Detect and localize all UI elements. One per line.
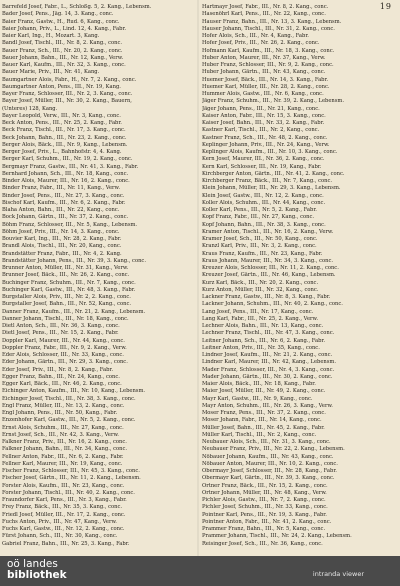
directory-entry: Kraus Franz, Kaufm., III., Nr. 23, Kang., Fabr.: [202, 250, 323, 257]
directory-entry: Huber Anton, Maurer, III., Nr. 37, Kang., Verw.: [202, 54, 326, 61]
directory-entry: Ernst Josef, Sch., III., Nr. 42, 3. Kang., Verw.: [2, 431, 119, 438]
directory-entry: Pointner Karl, Pens., III., Nr. 19, 3. Kang., Fabr.: [202, 511, 327, 518]
directory-entry: Bergmayr Franz, Gastw., III., Nr. 41, 3. Kang., Fabr.: [2, 163, 139, 170]
directory-entry: Lackner Johann, Schuhm., III., Nr. 40, 2. Kang., conc.: [202, 301, 343, 308]
directory-entry: Binder Alois, Maurer, III., Nr. 16, 2. Kang., conc.: [2, 178, 130, 184]
directory-entry: Beck Johann, Bahn., III., Nr. 23, 2. Kang., conc.: [2, 134, 127, 141]
directory-entry: Kurz Karl, Bäck., III., Nr. 20, 2. Kang., conc.: [202, 279, 319, 286]
directory-entry: Forster Alois, Kaufm., III., Nr. 23, Kang., conc.: [2, 482, 125, 489]
directory-entry: Reisinger Josef, Sch., III., Nr. 36, Kang., conc.: [202, 540, 323, 547]
directory-entry: Lang Karl, Fabr., III., Nr. 25, 2. Kang., Verw.: [202, 315, 318, 322]
directory-entry: Keplinger Alois, Kaufm., III., Nr. 10, 3. Kang., conc.: [202, 149, 338, 155]
directory-entry: Kraus Johann, Maurer, III., Nr. 34, 3. Kang., conc.: [202, 257, 334, 264]
directory-entry: (Unteres) 128, Kang.: [2, 105, 58, 112]
directory-entry: Falkner Johann, Bahn., III., Nr. 34, Kang., conc.: [2, 446, 128, 453]
directory-entry: Moser Johann, Fabr., III., Nr. 14, Kang., conc.: [202, 417, 322, 424]
directory-entry: Baumgartner Anton, Pens., III., Nr. 19, Kang.: [2, 83, 121, 90]
directory-entry: Pichler Alois, Gastw., III., Nr. 7, 2. Kang., conc.: [202, 497, 326, 503]
directory-entry: Engl Franz, Müller, III., Nr. 13, 2. Kang., conc.: [2, 402, 125, 409]
directory-entry: Berger Josef, Priv., L., Bahnhofstr. 4, 4. Kang.: [2, 149, 122, 155]
directory-entry: Binder Franz, Fabr., III., Nr. 11, Kang., Verw.: [2, 185, 120, 192]
directory-entry: Ortner Johann, Müller, III., Nr. 48, Kang., Verw.: [202, 489, 327, 496]
directory-entry: Kastner Franz, Sch., III., Nr. 48, 2. Kang., conc.: [202, 134, 328, 141]
directory-entry: Huemer Josef, Bäck., III., Nr. 14, 3. Kang., Fabr.: [202, 76, 329, 83]
directory-entry: Bayer Leopold, Verw., III., Nr. 3, Kang., conc.: [2, 112, 121, 119]
directory-entry: Obermayr Josef, Schlosser, III., Nr. 28, Kang., Fabr.: [202, 468, 337, 474]
directory-entry: Keplinger Johann, Priv., III., Nr. 24, Kang., Verw.: [202, 141, 330, 148]
directory-entry: Lechner Franz, Tischl., III., Nr. 47, 3. Kang., conc.: [202, 330, 335, 337]
directory-entry: Brandstätter Franz, Fabr., III., Nr. 4, 2. Kang.: [2, 250, 122, 257]
directory-entry: Leitner Johann, Sch., III., Nr. 6, 2. Kang., Fabr.: [202, 337, 325, 344]
directory-entry: Nöbauer Anton, Maurer, III., Nr. 10, 2. Kang., conc.: [202, 460, 338, 467]
directory-entry: Fuchs Karl, Gastw., III., Nr. 12, 2. Kang., conc.: [2, 526, 125, 532]
directory-entry: Bauer Franz, Sch., III., Nr. 20, 2. Kang., conc.: [2, 47, 123, 54]
directory-entry: Baier Karl, Ing., H., Mozart. 3, Kang.: [2, 33, 100, 39]
directory-entry: Ernst Alois, Schuhm., III., Nr. 27, Kang., conc.: [2, 424, 124, 431]
directory-entry: Prammer Franz, Bahn., III., Nr. 5, Kang., conc.: [202, 526, 326, 532]
directory-entry: Moser Franz, Pens., III., Nr. 37, 2. Kang., conc.: [202, 410, 326, 416]
directory-entry: Pichler Josef, Schuhm., III., Nr. 33, Kang., conc.: [202, 504, 328, 511]
directory-entry: Eder Alois, Schlosser, III., Nr. 33, Kang., conc.: [2, 352, 124, 358]
directory-entry: Bock Johann, Gärtn., III., Nr. 37, 2. Kang., conc.: [2, 214, 129, 221]
library-logo[interactable]: [7, 559, 67, 581]
directory-entry: Baumgartner Alois, Fabr., H., Nr. 7, 2. Kang., conc.: [2, 76, 137, 83]
directory-entry: Huemer Karl, Müller, III., Nr. 28, 2. Kang., conc.: [202, 83, 330, 90]
directory-entry: Dietl Anton, Sch., III., Nr. 36, 3. Kang., conc.: [2, 323, 120, 329]
directory-entry: Klein Johann, Müller, III., Nr. 29, 3. Kang., Lebensm.: [202, 185, 341, 192]
directory-entry: Buchinger Karl, Gastw., III., Nr. 48, 3. Kang., Fabr.: [2, 286, 136, 293]
directory-entry: Berger Karl, Schuhm., III., Nr. 19, 2. Kang., conc.: [2, 156, 133, 163]
directory-entry: Hofmann Karl, Kaufm., III., Nr. 18, 3. Kang., conc.: [202, 47, 335, 54]
directory-entry: Huber Franz, Schlosser, III., Nr. 9, 2. Kang., conc.: [202, 62, 334, 68]
directory-entry: Bischof Karl, Kaufm., III., Nr. 6, 2. Kang., Fabr.: [2, 199, 126, 206]
directory-entry: Danner Franz, Kaufm., III., Nr. 21, 2. Kang., Lebensm.: [2, 308, 146, 315]
directory-entry: Brunner Josef, Bäck., III., Nr. 26, 2. Kang., conc.: [2, 272, 130, 279]
directory-entry: Kaiser Josef, Bahn., III., Nr. 33, 2. Kang., Fabr.: [202, 120, 325, 126]
directory-entry: Barrefeld Josef, Fabr., L., Schloßg. 5, 2. Kang., Lebensm.: [2, 4, 152, 10]
directory-entry: Böhm Josef, Priv., III., Nr. 14, 3. Kang., conc.: [2, 228, 120, 235]
directory-entry: Eichinger Josef, Tischl., III., Nr. 38, 3. Kang., conc.: [2, 395, 136, 402]
page-number: 19: [379, 2, 392, 11]
directory-entry: Eder Josef, Priv., III., Nr. 8, 2. Kang., Fabr.: [2, 366, 113, 373]
directory-entry: Böhm Franz, Schlosser, III., Nr. 5, Kang., Lebensm.: [2, 221, 138, 228]
directory-entry: Binder Josef, Pens., III., Nr. 27, 3. Kang., conc.: [2, 192, 125, 199]
viewer-brand-label[interactable]: intranda viewer: [312, 570, 364, 578]
directory-entry: Kreuzer Josef, Gärtn., III., Nr. 46, Kang., Lebensm.: [202, 272, 336, 279]
directory-entry: Gabriel Franz, Bahn., III., Nr. 25, 3. Kang., Fabr.: [2, 540, 130, 547]
directory-entry: Jäger Johann, Pens., III., Nr. 21, Kang., conc.: [202, 105, 320, 112]
directory-entry: Hartmayr Josef, Fabr., III., Nr. 8, 2. Kang., conc.: [202, 4, 329, 10]
directory-entry: Berger Alois, Bäck., III., Nr. 9, Kang., Lebensm.: [2, 141, 128, 148]
directory-entry: Fellner Karl, Maurer, III., Nr. 19, Kang., conc.: [2, 460, 123, 467]
directory-entry: Lindner Josef, Kaufm., III., Nr. 21, 2. Kang., conc.: [202, 352, 333, 358]
directory-entry: Frey Franz, Bäck., III., Nr. 35, 3. Kang., conc.: [2, 504, 123, 511]
directory-entry: Bayer Josef, Müller, III., Nr. 30, 2. Kang., Bauern,: [2, 98, 132, 105]
directory-entry: Klein Josef, Gastw., III., Nr. 12, 2. Kang., conc.: [202, 192, 324, 199]
directory-entry: Mader Franz, Schlosser, III., Nr. 4, 3. Kang., conc.: [202, 366, 335, 373]
directory-entry: Mayr Karl, Gastw., III., Nr. 9, Kang., conc.: [202, 395, 313, 402]
directory-entry: Hofer Josef, Priv., III., Nr. 26, 2. Kang., conc.: [202, 40, 320, 47]
directory-entry: Huber Johann, Gärtn., III., Nr. 43, Kang., conc.: [202, 69, 326, 76]
directory-entry: Blaha Anton, Bahn., III., Nr. 22, Kang., conc.: [2, 207, 120, 213]
directory-entry: Hofer Alois, Sch., III., Nr. 4, Kang., Fabr.: [202, 33, 309, 39]
directory-entry: Hasenöhrl Karl, Pens., III., Nr. 22, Kang., conc.: [202, 11, 326, 18]
directory-entry: Friedl Josef, Müller, III., Nr. 17, 2. Kang., conc.: [2, 511, 126, 518]
directory-entry: Müller Karl, Tischl., III., Nr. 2, Kang., conc.: [202, 431, 317, 438]
directory-entry: Hummer Alois, Gastw., III., Nr. 6, Kang., conc.: [202, 91, 324, 97]
directory-entry: Bouvier Karl, Ing., III., Nr. 28, 2. Kang., Fabr.: [2, 236, 122, 242]
directory-entry: Kranzl Karl, Priv., III., Nr. 3, 2. Kang., conc.: [202, 243, 317, 250]
directory-entry: Beck Franz, Tischl., III., Nr. 17, 3. Kang., conc.: [2, 127, 126, 134]
directory-entry: Kopf Franz, Fabr., III., Nr. 27, Kang., conc.: [202, 214, 315, 221]
directory-entry: Neubauer Alois, Sch., III., Nr. 31, 3. Kang., conc.: [202, 439, 331, 445]
directory-entry: Koller Alois, Schuhm., III., Nr. 44, Kang., conc.: [202, 199, 326, 206]
directory-entry: Kern Karl, Schlosser, III., Nr. 19, Kang., Fabr.: [202, 163, 322, 170]
directory-entry: Brunner Anton, Müller, III., Nr. 31, Kang., Verw.: [2, 265, 129, 271]
logo-line-1: oö landes: [7, 558, 58, 570]
directory-entry: Bauer Johann, Bahn., III., Nr. 12, Kang., Verw.: [2, 54, 124, 61]
directory-entry: Maier Alois, Bäck., III., Nr. 18, Kang., Fabr.: [202, 381, 316, 387]
directory-entry: Hauser Franz, Bahn., III., Nr. 13, 3. Kang., Lebensm.: [202, 18, 342, 25]
directory-entry: Mayr Anton, Schuhm., III., Nr. 26, 3. Kang., Verw.: [202, 402, 333, 409]
directory-entry: Lang Josef, Pens., III., Nr. 17, Kang., conc.: [202, 308, 314, 315]
directory-entry: Egger Karl, Bäck., III., Nr. 46, 2. Kang., conc.: [2, 381, 122, 387]
directory-entry: Doppler Franz, Fabr., III., Nr. 9, 2. Kang., Verw.: [2, 344, 127, 351]
directory-entry: Neubauer Franz, Priv., III., Nr. 22, 2. Kang., Lebensm.: [202, 446, 345, 453]
directory-entry: Eder Johann, Gärtn., III., Nr. 29, 3. Kang., conc.: [2, 359, 128, 366]
directory-entry: Doppler Karl, Maurer, III., Nr. 44, Kang., conc.: [2, 337, 125, 344]
right-column: [202, 4, 394, 548]
directory-entry: Maier Josef, Müller, III., Nr. 49, 2. Kang., conc.: [202, 388, 326, 395]
directory-entry: Dietl Josef, Pens., III., Nr. 15, 2. Kang., Fabr.: [2, 330, 119, 337]
directory-entry: Fischer Franz, Schlosser, III., Nr. 45, 3. Kang., conc.: [2, 468, 140, 474]
directory-entry: Egger Franz, Bahn., III., Nr. 24, Kang., conc.: [2, 373, 120, 380]
directory-entry: Leitner Anton, Priv., III., Nr. 35, Kang., conc.: [202, 344, 320, 351]
directory-entry: Kreuzer Alois, Schlosser, III., Nr. 11, 2. Kang., conc.: [202, 265, 339, 271]
directory-entry: Engl Johann, Pens., III., Nr. 50, Kang., Fabr.: [2, 410, 118, 416]
directory-entry: Bandl Josef, Tischl., III., Nr. 8, 2. Kang., conc.: [2, 40, 123, 47]
directory-entry: Kurz Anton, Müller, III., Nr. 32, Kang., conc.: [202, 286, 319, 293]
directory-entry: Ortner Franz, Bäck., III., Nr. 15, 2. Kang., conc.: [202, 482, 328, 489]
directory-entry: Obermayr Karl, Gärtn., III., Nr. 39, 3. Kang., conc.: [202, 475, 335, 482]
directory-entry: Kramer Anton, Tischl., III., Nr. 16, 2. Kang., Verw.: [202, 228, 334, 235]
directory-entry: Fürst Johann, Sch., III., Nr. 30, Kang., conc.: [2, 533, 118, 540]
directory-entry: Fraundorfer Karl, Pens., III., Nr. 3, Kang., Fabr.: [2, 497, 127, 503]
directory-entry: Baier Franz, Gastw., H., Rud. 6, Kang., conc.: [2, 18, 120, 25]
directory-entry: Fischer Josef, Gärtn., III., Nr. 11, 2. Kang., Lebensm.: [2, 475, 141, 482]
directory-entry: Kern Josef, Maurer, III., Nr. 36, 2. Kang., conc.: [202, 156, 325, 163]
directory-entry: Lindner Karl, Maurer, III., Nr. 42, Kang., Lebensm.: [202, 359, 337, 366]
directory-entry: Jäger Franz, Schuhm., III., Nr. 39, 2. Kang., Lebensm.: [202, 98, 344, 105]
directory-entry: Burgstaller Alois, Priv., III., Nr. 2, 2. Kang., conc.: [2, 294, 131, 300]
directory-entry: Bauer Marie, Priv., III., Nr. 41, Kang.: [2, 69, 100, 76]
directory-entry: Lackner Franz, Gastw., III., Nr. 8, 3. Kang., Fabr.: [202, 294, 331, 300]
directory-entry: Brandstätter Johann, Pens., III., Nr. 39, 3. Kang., conc.: [2, 257, 146, 264]
directory-entry: Bauer Karl, Kaufm., III., Nr. 32, 3. Kang., conc.: [2, 62, 126, 68]
directory-entry: Kirchberger Franz, Bäck., III., Nr. 7, Kang., conc.: [202, 178, 333, 184]
directory-entry: Buchinger Franz, Schuhm., III., Nr. 7, Kang., conc.: [2, 279, 136, 286]
directory-entry: Bader Josef, Pens., Jäg. 14, 3. Kang., conc.: [2, 11, 114, 18]
directory-entry: Eichinger Anton, Kaufm., III., Nr. 10, Kang., Lebensm.: [2, 388, 146, 395]
directory-entry: Fuchs Anton, Priv., III., Nr. 47, Kang., Verw.: [2, 518, 117, 525]
directory-entry: Kramer Josef, Sch., III., Nr. 50, Kang., conc.: [202, 236, 318, 242]
directory-entry: Brandl Alois, Tischl., III., Nr. 20, Kang., conc.: [2, 243, 122, 250]
directory-entry: Burgstaller Josef, Bahn., III., Nr. 52, Kang., conc.: [2, 301, 132, 308]
directory-entry: Hauser Johann, Tischl., III., Nr. 31, 2. Kang., conc.: [202, 25, 335, 32]
directory-entry: Kastner Karl, Tischl., III., Nr. 2, Kang., conc.: [202, 127, 320, 134]
directory-entry: Prammer Johann, Tischl., III., Nr. 24, 2. Kang., Lebensm.: [202, 533, 352, 540]
column-gutter: [197, 0, 199, 556]
directory-entry: Danner Johann, Tischl., III., Nr. 18, Kang., conc.: [2, 315, 129, 322]
directory-entry: Müller Josef, Bahn., III., Nr. 45, 2. Kang., Fabr.: [202, 424, 325, 431]
directory-entry: Koller Karl, Pens., III., Nr. 5, 2. Kang., Fabr.: [202, 207, 317, 213]
directory-entry: Baier Johann, Priv., L., Lind. 12, 4. Kang., Fabr.: [2, 25, 127, 32]
directory-entry: Pointner Anton, Fabr., III., Nr. 41, 2. Kang., conc.: [202, 518, 332, 525]
logo-line-2: bibliothek: [7, 569, 67, 581]
directory-entry: Fellner Anton, Fabr., III., Nr. 6, 2. Kang., Fabr.: [2, 453, 124, 460]
directory-entry: Lechner Alois, Bahn., III., Nr. 13, Kang., conc.: [202, 323, 324, 329]
directory-entry: Beck Anton, Pens., III., Nr. 25, 2. Kang., Fabr.: [2, 120, 122, 126]
directory-entry: Bayer Franz, Schlosser, III., Nr. 2, 3. Kang., conc.: [2, 91, 133, 97]
directory-entry: Falkner Franz, Priv., III., Nr. 16, 2. Kang., conc.: [2, 439, 127, 445]
directory-entry: Kaiser Anton, Fabr., III., Nr. 15, 3. Kang., conc.: [202, 112, 326, 119]
directory-entry: Enzenhofer Karl, Gastw., III., Nr. 5, 2. Kang., conc.: [2, 417, 136, 424]
directory-entry: Nöbauer Johann, Kaufm., III., Nr. 43, Kang., conc.: [202, 453, 334, 460]
directory-entry: Mader Johann, Gärtn., III., Nr. 30, 2. Kang., conc.: [202, 373, 333, 380]
left-column: [2, 4, 194, 548]
directory-entry: Kopf Johann, Bahn., III., Nr. 38, 3. Kang., conc.: [202, 221, 326, 228]
directory-entry: Forster Johann, Tischl., III., Nr. 40, 2. Kang., conc.: [2, 489, 135, 496]
directory-entry: Bernhard Johann, Sch., III., Nr. 18, Kang., conc.: [2, 170, 129, 177]
directory-entry: Kirchberger Anton, Gärtn., III., Nr. 41, 2. Kang., conc.: [202, 170, 345, 177]
